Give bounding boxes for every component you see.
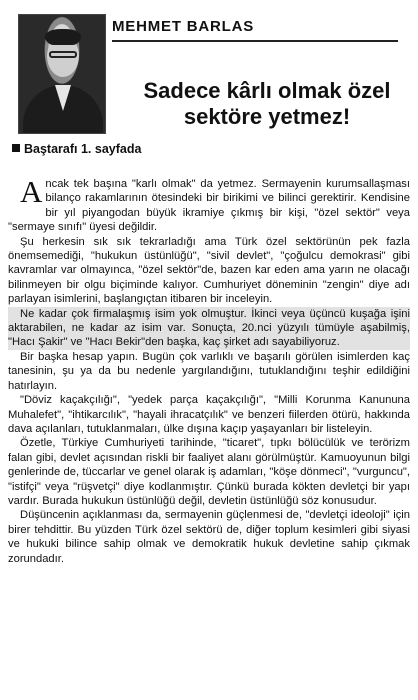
column-header — [0, 0, 418, 142]
paragraph-5: "Döviz kaçakçılığı", "yedek parça kaçakçılığı", "Milli Korunma Kanununa Muhalefet", "ihtikarcılık", "hayali ihracatçılık" ve benzeri fiilerden ötürü, hakkında dava açılanları, tutuklanmaları, ülke dışına kaçıp yaşayanları bir listeleyin. — [8, 394, 410, 435]
headline-line-1: Sadece kârlı olmak özel — [143, 78, 391, 103]
paragraph-6: Özetle, Türkiye Cumhuriyeti tarihinde, "ticaret", tıpkı bölücülük ve terörizm falan gibi, devlet açısından riskli bir faaliyet alanı görülmüştür. Kamuoyunun bilgi genlerinde de, tüccarlar ve genel olarak iş adamları, "köşe dönmeci", "vurguncu", "istifçi" veya "rüşvetçi" diye kodlanmıştır. Çünkü burada kökten devletçi bir yapı vardır. Burada hukukun üstünlüğü değil, devletin üstünlüğü söz konusudur. — [8, 437, 410, 507]
article-body — [8, 174, 410, 566]
continued-from-label: Baştarafı 1. sayfada — [12, 142, 141, 156]
paragraph-2: Şu herkesin sık sık tekrarladığı ama Türk özel sektörünün pek fazla önemsemediği, "hukukun üstünlüğü", "sivil devlet", "çoğulcu demokrasi" gibi kavramlar var olmayınca, "özel sektör"de, bazen kar eden ama yarın ne olacağı bilinmeyen bir olgu biçiminde kalıyor. Cumhuriyet döneminin "zengin" diye adı parlayan isimlerini, başlangıçtan itibaren bir inceleyin. — [8, 235, 410, 306]
author-photo — [18, 14, 106, 134]
bullet-square-icon — [12, 144, 20, 152]
headline-line-2: sektöre yetmez! — [183, 104, 351, 129]
drop-cap: A — [20, 174, 43, 209]
author-name: MEHMET BARLAS — [112, 18, 255, 35]
paragraph-7: Düşüncenin açıklanması da, sermayenin güçlenmesi de, "devletçi ideoloji" için birer tehdittir. Bu yüzden Türk özel sektörü de, diğer toplum kesimleri gibi siyasi ve hukuki bilince sahip olmak ve demokratik hukuk devletine sahip çıkmak zorundadır. — [8, 509, 410, 565]
paragraph-1: Ancak tek başına "karlı olmak" da yetmez. Sermayenin kurumsallaşması bilanço rakamlarının ötesindeki bir birikimi ve bilinci gerektirir. Kendisine bir yıl piyangodan büyük ikramiye çıkmış bir kişi, "özel sektör" veya "sermaye sınıfı" üyesi değildir. — [8, 174, 410, 234]
headline — [122, 78, 412, 130]
header-rule — [112, 40, 398, 42]
paragraph-3: Ne kadar çok firmalaşmış isim yok olmuştur. İkinci veya üçüncü kuşağa işini aktarabilen, ne kadar az isim var. Sonuçta, 20.nci yüzyılı tümüyle aşabilmiş, "Hacı Şakir" ve "Hacı Bekir"den başka, kaç şirket adı sayabiliyoruz. — [8, 307, 410, 349]
paragraph-4: Bir başka hesap yapın. Bugün çok varlıklı ve başarılı görülen isimlerden kaç tanesinin, şu ya da bu nedenle yargılandığını, tutuklandığını teşhir edildiğini hatırlayın. — [8, 350, 410, 392]
